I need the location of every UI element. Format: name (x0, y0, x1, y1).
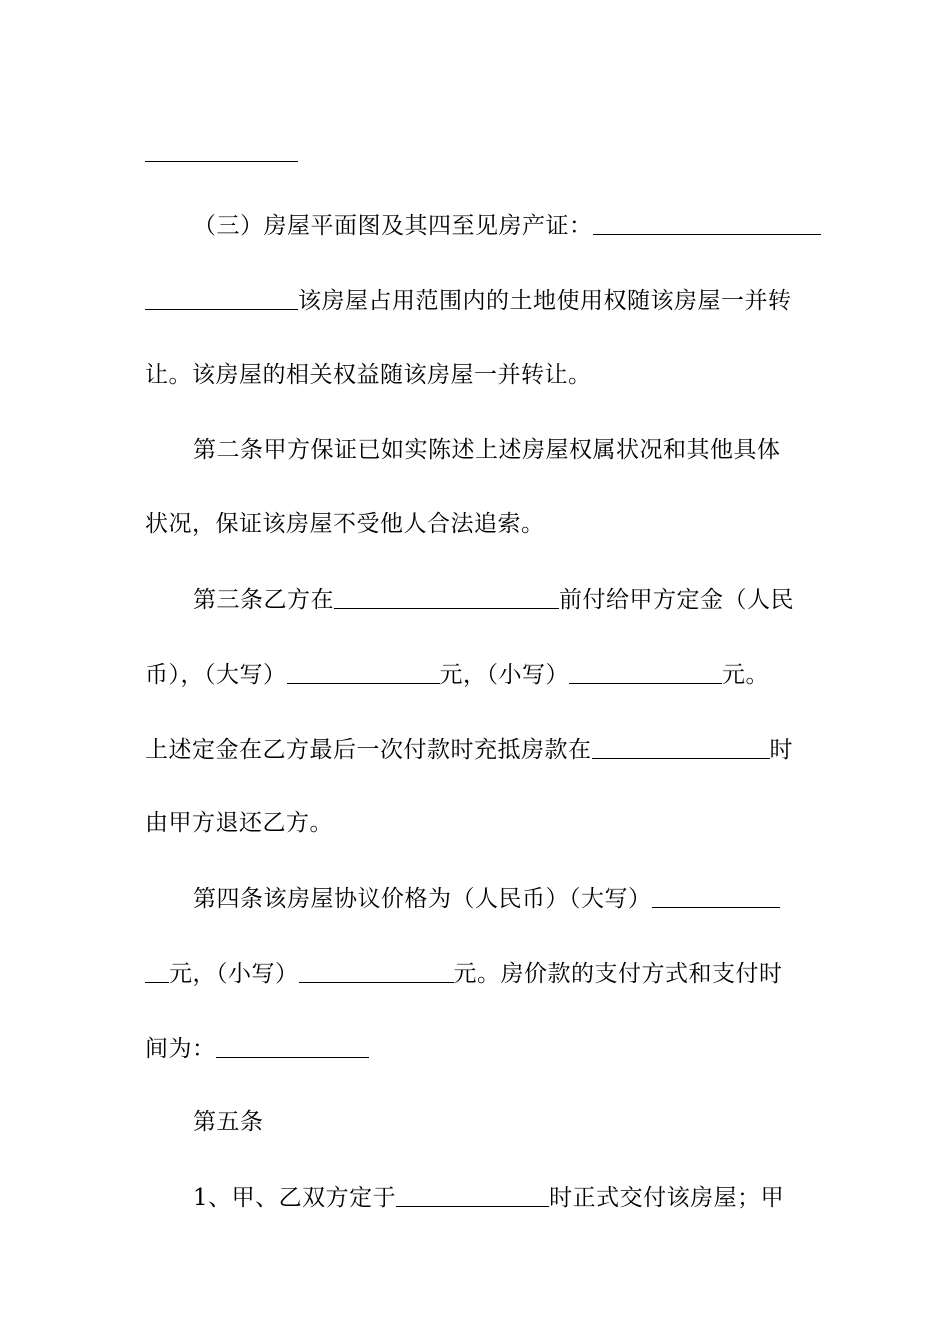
text-segment: 该房屋占用范围内的土地使用权随该房屋一并转 (298, 288, 792, 314)
fill-blank[interactable] (593, 212, 821, 235)
text-segment: 状况，保证该房屋不受他人合法追索。 (145, 511, 545, 537)
text-segment: 币），（大写） (145, 662, 287, 688)
fill-blank[interactable] (145, 287, 298, 310)
fill-blank[interactable] (334, 586, 559, 609)
fill-blank[interactable] (145, 960, 169, 983)
fill-blank[interactable] (287, 661, 440, 684)
text-segment: 1、甲、乙双方定于 (193, 1185, 397, 1211)
doc-line-0 (145, 137, 298, 168)
doc-line-7 (145, 659, 769, 690)
doc-line-10 (193, 883, 780, 914)
fill-blank[interactable] (396, 1184, 549, 1207)
text-segment: 元。房价款的支付方式和支付时 (453, 961, 783, 987)
text-segment: 时 (769, 737, 793, 763)
text-segment: 第三条乙方在 (193, 587, 334, 613)
text-segment: 元。 (722, 662, 769, 688)
text-segment: 由甲方退还乙方。 (145, 810, 333, 836)
text-segment: 第四条该房屋协议价格为（人民币）（大写） (193, 886, 652, 912)
doc-line-6 (193, 584, 794, 615)
text-segment: （三）房屋平面图及其四至见房产证： (193, 213, 593, 239)
doc-line-9 (145, 808, 333, 838)
fill-blank[interactable] (299, 960, 454, 983)
fill-blank[interactable] (652, 885, 780, 908)
doc-line-4 (193, 435, 781, 465)
text-segment: 元，（小写） (439, 662, 569, 688)
doc-line-14 (193, 1182, 784, 1213)
doc-line-2 (145, 285, 792, 316)
text-segment: 元，（小写） (169, 961, 299, 987)
fill-blank[interactable] (569, 661, 722, 684)
fill-blank[interactable] (216, 1035, 369, 1058)
text-segment: 间为： (145, 1036, 216, 1062)
text-segment: 让。该房屋的相关权益随该房屋一并转让。 (145, 362, 592, 388)
text-segment: 第五条 (193, 1109, 264, 1135)
doc-line-3 (145, 360, 592, 390)
doc-line-5 (145, 509, 545, 539)
text-segment: 上述定金在乙方最后一次付款时充抵房款在 (145, 737, 592, 763)
doc-line-12 (145, 1033, 369, 1064)
text-segment: 第二条甲方保证已如实陈述上述房屋权属状况和其他具体 (193, 437, 781, 463)
fill-blank[interactable] (592, 736, 770, 759)
doc-line-8 (145, 734, 793, 765)
fill-blank[interactable] (145, 139, 298, 162)
text-segment: 时正式交付该房屋；甲 (549, 1185, 785, 1211)
doc-line-1 (193, 210, 821, 241)
doc-line-13 (193, 1107, 264, 1137)
text-segment: 前付给甲方定金（人民 (559, 587, 794, 613)
doc-line-11 (145, 958, 783, 989)
